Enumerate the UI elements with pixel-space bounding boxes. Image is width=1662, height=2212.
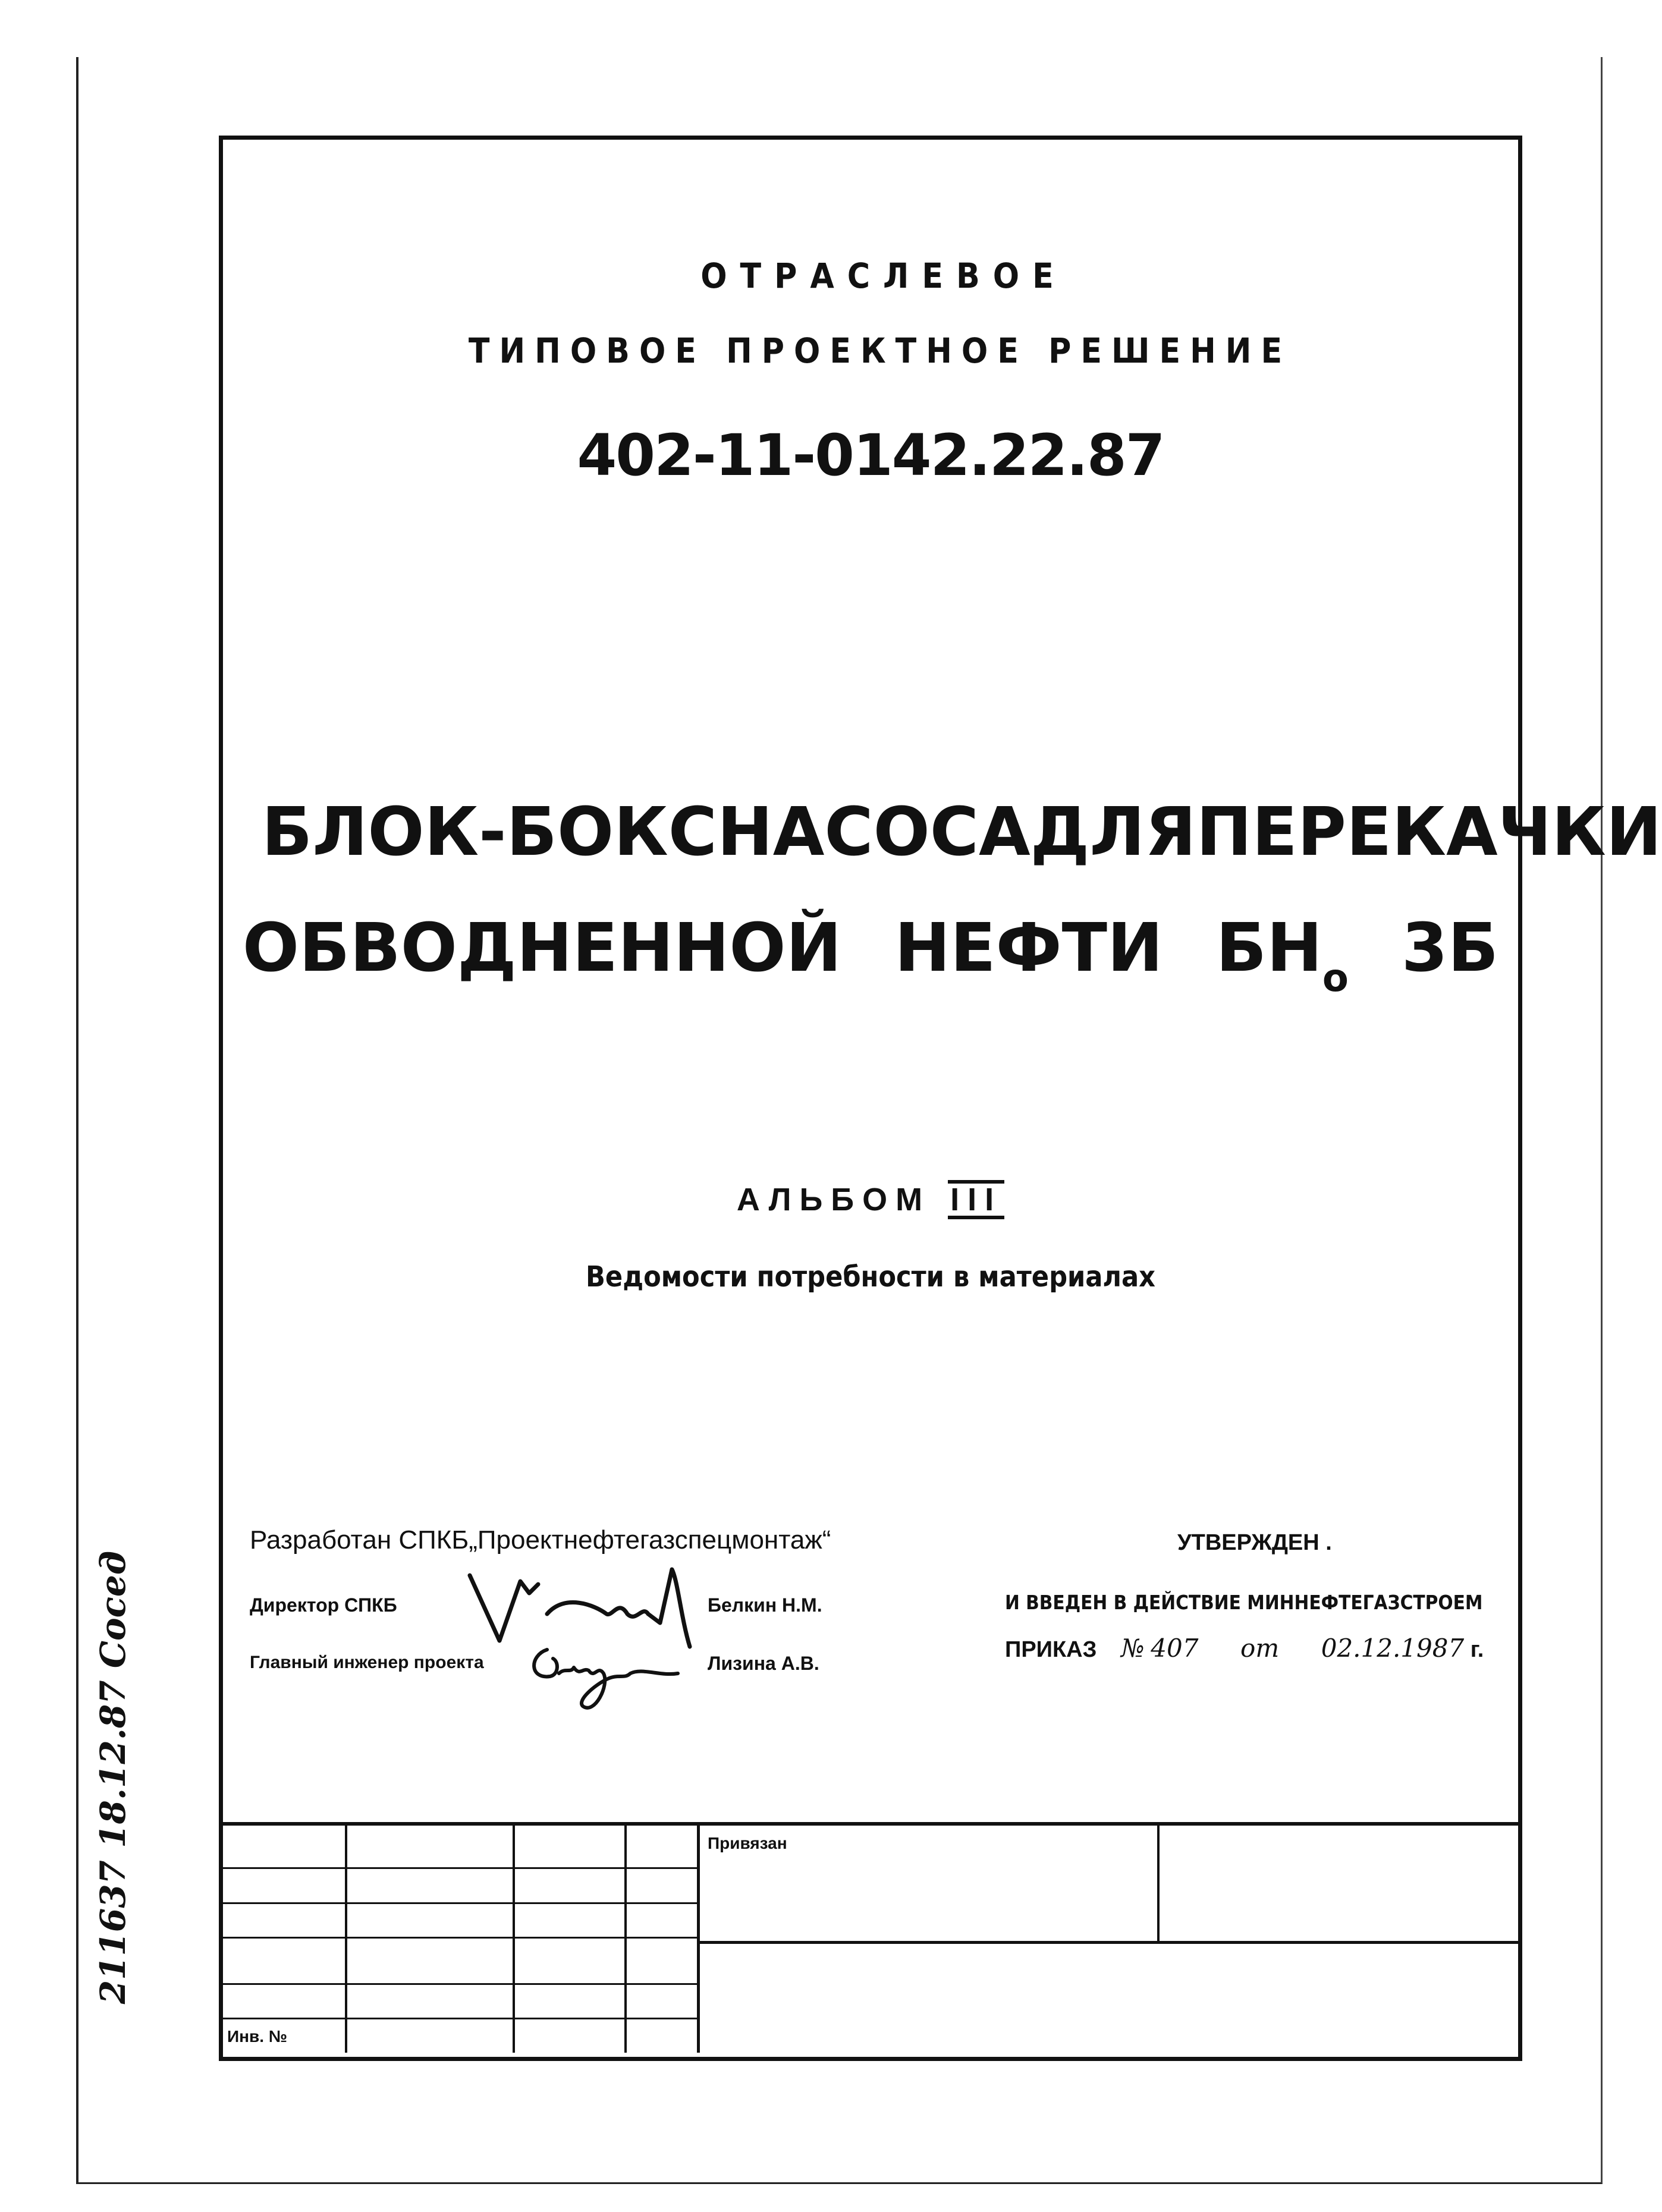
tb-row-line [223,1867,699,1869]
director-role: Директор СПКБ [250,1594,397,1616]
title-word-3: ДЛЯ [1030,794,1196,871]
developer-line: Разработан СПКБ„Проектнефтегазспецмонтаж“ [250,1525,831,1555]
year-suffix: г. [1470,1637,1484,1662]
title-word-4: ПЕРЕКАЧКИ [1196,794,1662,871]
approval-heading: УТВЕРЖДЕН . [1177,1530,1332,1555]
stamp-text: 211637 18.12.87 Сосед [93,1550,133,2005]
chief-engineer-name: Лизина А.В. [708,1653,819,1674]
album-number: III [948,1180,1004,1219]
tb-row-line [223,1937,699,1939]
project-code: 402-11-0142.22.87 [577,422,1164,489]
tb-row-line [223,2018,699,2019]
approval-line: И ВВЕДЕН В ДЕЙСТВИЕ МИННЕФТЕГАЗСТРОЕМ [1005,1591,1483,1614]
handwritten-archive-stamp [59,1550,166,2005]
order-number: 407 [1151,1634,1199,1663]
tb-col-line [513,1824,515,2053]
inventory-number-label: Инв. № [227,2027,288,2046]
header-sector: ОТРАСЛЕВОЕ [700,256,1067,296]
document-title-line-2 [219,910,1522,1000]
order-no-sign: № [1120,1634,1145,1663]
tb-col-line [697,1824,700,2053]
order-label: ПРИКАЗ [1005,1637,1097,1662]
tb-col-line [1157,1824,1160,1943]
album-label: АЛЬБОМ [736,1182,931,1217]
order-date: 02.12.1987 [1321,1634,1465,1663]
tb-col-line [345,1824,347,2053]
chief-engineer-signature [523,1632,684,1721]
tb-col-line [624,1824,627,2053]
header-solution-type: ТИПОВОЕ ПРОЕКТНОЕ РЕШЕНИЕ [468,331,1292,371]
order-line [1005,1634,1484,1663]
title-word-1: БЛОК-БОКС [262,794,717,871]
title-word-2: НАСОСА [717,794,1030,871]
tb-row-line [223,1902,699,1904]
title-line-2-suffix: 3Б [1401,910,1499,987]
title-line-2-text: ОБВОДНЕННОЙ НЕФТИ БН [242,910,1322,987]
album-subtitle: Ведомости потребности в материалах [586,1260,1155,1294]
director-name: Белкин Н.М. [708,1594,822,1616]
tb-row-line [223,1983,699,1985]
album-heading [219,1180,1522,1219]
tb-row-line [699,1941,1518,1944]
tb-top-line [219,1822,1521,1826]
approval-heading-text: УТВЕРЖДЕН [1177,1530,1319,1555]
from-label: от [1240,1634,1280,1663]
document-title-line-1 [262,794,1662,871]
title-subscript: о [1322,956,1349,1000]
privyazan-label: Привязан [708,1834,787,1852]
chief-engineer-role: Главный инженер проекта [250,1653,484,1672]
